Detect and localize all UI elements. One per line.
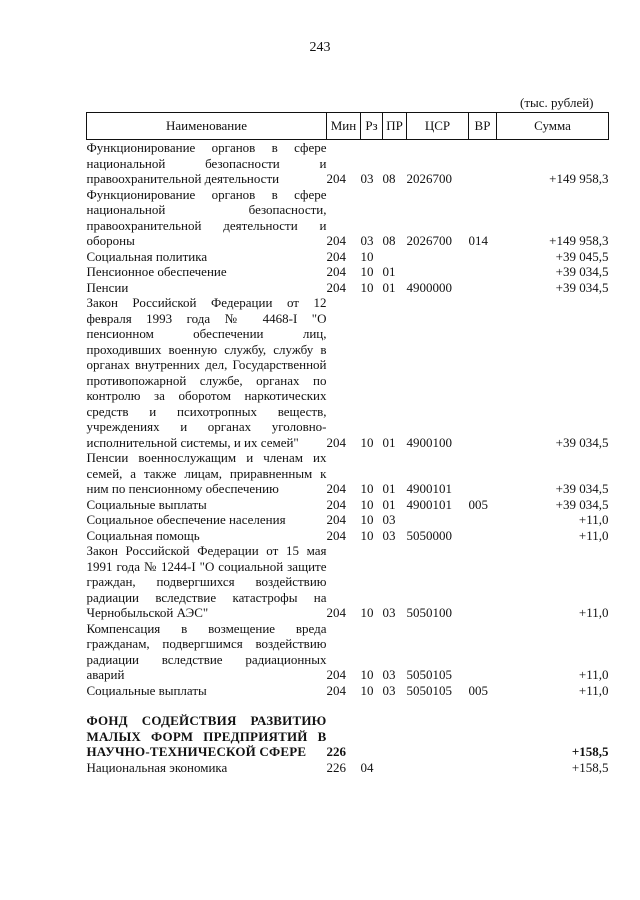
row-rz (361, 698, 383, 760)
table-row (87, 683, 609, 699)
header-pr: ПР (383, 113, 407, 140)
row-name: Функционирование органов в сфере национальной безопасности, правоохранительной деятельности и обороны (86, 186, 327, 248)
table-row (87, 280, 609, 296)
row-pr: 03 (382, 512, 396, 527)
row-vr (469, 450, 497, 497)
row-min: 204 (326, 264, 346, 279)
row-min: 204 (326, 279, 346, 295)
row-sum: +39 045,5 (555, 248, 609, 264)
row-rz: 10 (360, 248, 374, 264)
row-pr: 03 (382, 682, 396, 698)
row-sum: +11,0 (578, 527, 609, 543)
row-sum: +39 034,5 (555, 481, 609, 496)
row-min: 204 (326, 605, 346, 620)
row-name: Социальные выплаты (86, 496, 207, 512)
row-rz: 10 (360, 434, 374, 450)
row-min: 204 (326, 171, 346, 186)
row-name: Национальная экономика (86, 759, 228, 775)
row-name: Социальное обеспечение населения (86, 512, 286, 527)
table-row (87, 450, 609, 497)
row-sum: +149 958,3 (549, 233, 609, 248)
row-pr: 01 (382, 496, 396, 512)
row-min: 204 (326, 248, 346, 264)
row-csr: 5050105 (406, 667, 452, 682)
header-min: Мин (327, 113, 361, 140)
row-vr (469, 264, 497, 280)
row-rz: 10 (360, 264, 374, 279)
row-pr: 03 (382, 667, 396, 682)
row-min: 204 (326, 496, 346, 512)
row-min: 204 (326, 434, 346, 450)
row-sum: +11,0 (578, 605, 609, 620)
row-sum: +39 034,5 (555, 264, 609, 279)
units-label: (тыс. рублей) (520, 95, 594, 110)
row-sum: +149 958,3 (549, 171, 609, 186)
row-min: 204 (326, 527, 346, 543)
row-rz: 10 (360, 512, 374, 527)
table-row (87, 187, 609, 249)
row-rz: 04 (360, 759, 374, 775)
row-vr (469, 698, 497, 760)
row-csr (407, 264, 469, 280)
row-pr: 03 (382, 527, 396, 543)
table-row (87, 528, 609, 544)
row-csr: 4900000 (406, 279, 452, 295)
row-csr: 5050105 (406, 682, 452, 698)
page-number: 243 (309, 40, 331, 55)
table-row (87, 264, 609, 280)
row-vr: 005 (468, 496, 488, 512)
row-csr (407, 249, 469, 265)
row-csr (407, 698, 469, 760)
table-row (87, 621, 609, 683)
row-csr: 2026700 (406, 233, 452, 248)
row-name: Социальная помощь (86, 527, 200, 543)
row-rz: 10 (360, 496, 374, 512)
row-csr (407, 760, 469, 776)
row-pr: 03 (382, 605, 396, 620)
budget-table (86, 112, 609, 775)
row-vr (469, 512, 497, 528)
row-csr: 5050000 (406, 527, 452, 543)
row-rz: 03 (360, 233, 374, 248)
row-sum: +158,5 (571, 744, 609, 759)
table-row (87, 497, 609, 513)
row-min: 204 (326, 682, 346, 698)
header-rz: Рз (361, 113, 383, 140)
row-pr: 08 (382, 233, 396, 248)
table-row-section (87, 698, 609, 760)
row-min: 226 (326, 744, 346, 759)
table-row (87, 140, 609, 187)
header-sum: Сумма (497, 113, 609, 140)
row-min: 204 (326, 481, 346, 496)
row-rz: 10 (360, 682, 374, 698)
row-vr (469, 543, 497, 621)
table-header-row (87, 113, 609, 140)
table-row (87, 295, 609, 450)
row-name: Пенсионное обеспечение (86, 264, 227, 279)
row-vr (469, 295, 497, 450)
header-name: Наименование (87, 113, 327, 140)
row-pr: 01 (382, 434, 396, 450)
row-sum: +158,5 (571, 759, 609, 775)
row-pr (383, 249, 407, 265)
header-csr: ЦСР (407, 113, 469, 140)
row-min: 204 (326, 233, 346, 248)
row-name: Социальные выплаты (86, 682, 207, 698)
row-pr: 01 (382, 279, 396, 295)
row-pr (383, 698, 407, 760)
row-csr: 5050100 (406, 605, 452, 620)
row-csr (407, 512, 469, 528)
row-sum: +39 034,5 (555, 496, 609, 512)
row-name: Закон Российской Федерации от 12 февраля 1993 года № 4468-I "О пенсионном обеспечении лиц, проходивших военную службу, службу в органах внутренних дел, Государственной противопожарной службе, органах по контролю за оборотом наркотических средств и психотропных веществ, учреждениях и органах уголовно-исполнительной системы, и их семей" (86, 295, 327, 450)
row-sum: +11,0 (578, 512, 609, 527)
row-rz: 10 (360, 527, 374, 543)
row-name: Функционирование органов в сфере национальной безопасности и правоохранительной деятельности (86, 140, 327, 186)
row-min: 226 (326, 759, 346, 775)
row-rz: 03 (360, 171, 374, 186)
row-rz: 10 (360, 667, 374, 682)
row-name: Закон Российской Федерации от 15 мая 1991 года № 1244-I "О социальной защите граждан, подвергшихся воздействию радиации вследствие катастрофы на Чернобыльской АЭС" (86, 543, 327, 620)
row-csr: 2026700 (406, 171, 452, 186)
table-row (87, 760, 609, 776)
table-row (87, 543, 609, 621)
row-pr: 01 (382, 264, 396, 279)
row-name: Пенсии (86, 279, 129, 295)
row-csr: 4900101 (406, 481, 452, 496)
row-vr (469, 621, 497, 683)
row-rz: 10 (360, 605, 374, 620)
row-sum: +11,0 (578, 682, 609, 698)
row-name: Компенсация в возмещение вреда гражданам, подвергшимся воздействию радиации вследствие радиационных аварий (86, 620, 327, 682)
row-sum: +11,0 (578, 667, 609, 682)
row-sum: +39 034,5 (555, 279, 609, 295)
row-vr (469, 760, 497, 776)
table-row (87, 512, 609, 528)
row-name: Социальная политика (86, 248, 208, 264)
row-min: 204 (326, 512, 346, 527)
row-vr (469, 280, 497, 296)
row-rz: 10 (360, 279, 374, 295)
table-row (87, 249, 609, 265)
row-vr (469, 140, 497, 187)
row-vr (469, 249, 497, 265)
row-pr: 01 (382, 481, 396, 496)
row-csr: 4900101 (406, 496, 452, 512)
row-pr (383, 760, 407, 776)
row-pr: 08 (382, 171, 396, 186)
row-csr: 4900100 (406, 434, 452, 450)
row-name: Пенсии военнослужащим и членам их семей, а также лицам, приравненным к ним по пенсионному обеспечению (86, 450, 327, 496)
row-vr: 014 (468, 233, 488, 248)
row-vr (469, 528, 497, 544)
row-name: ФОНД СОДЕЙСТВИЯ РАЗВИТИЮ МАЛЫХ ФОРМ ПРЕДПРИЯТИЙ В НАУЧНО-ТЕХНИЧЕСКОЙ СФЕРЕ (86, 713, 327, 759)
row-vr: 005 (468, 682, 488, 698)
row-rz: 10 (360, 481, 374, 496)
row-sum: +39 034,5 (555, 434, 609, 450)
row-min: 204 (326, 667, 346, 682)
header-vr: ВР (469, 113, 497, 140)
